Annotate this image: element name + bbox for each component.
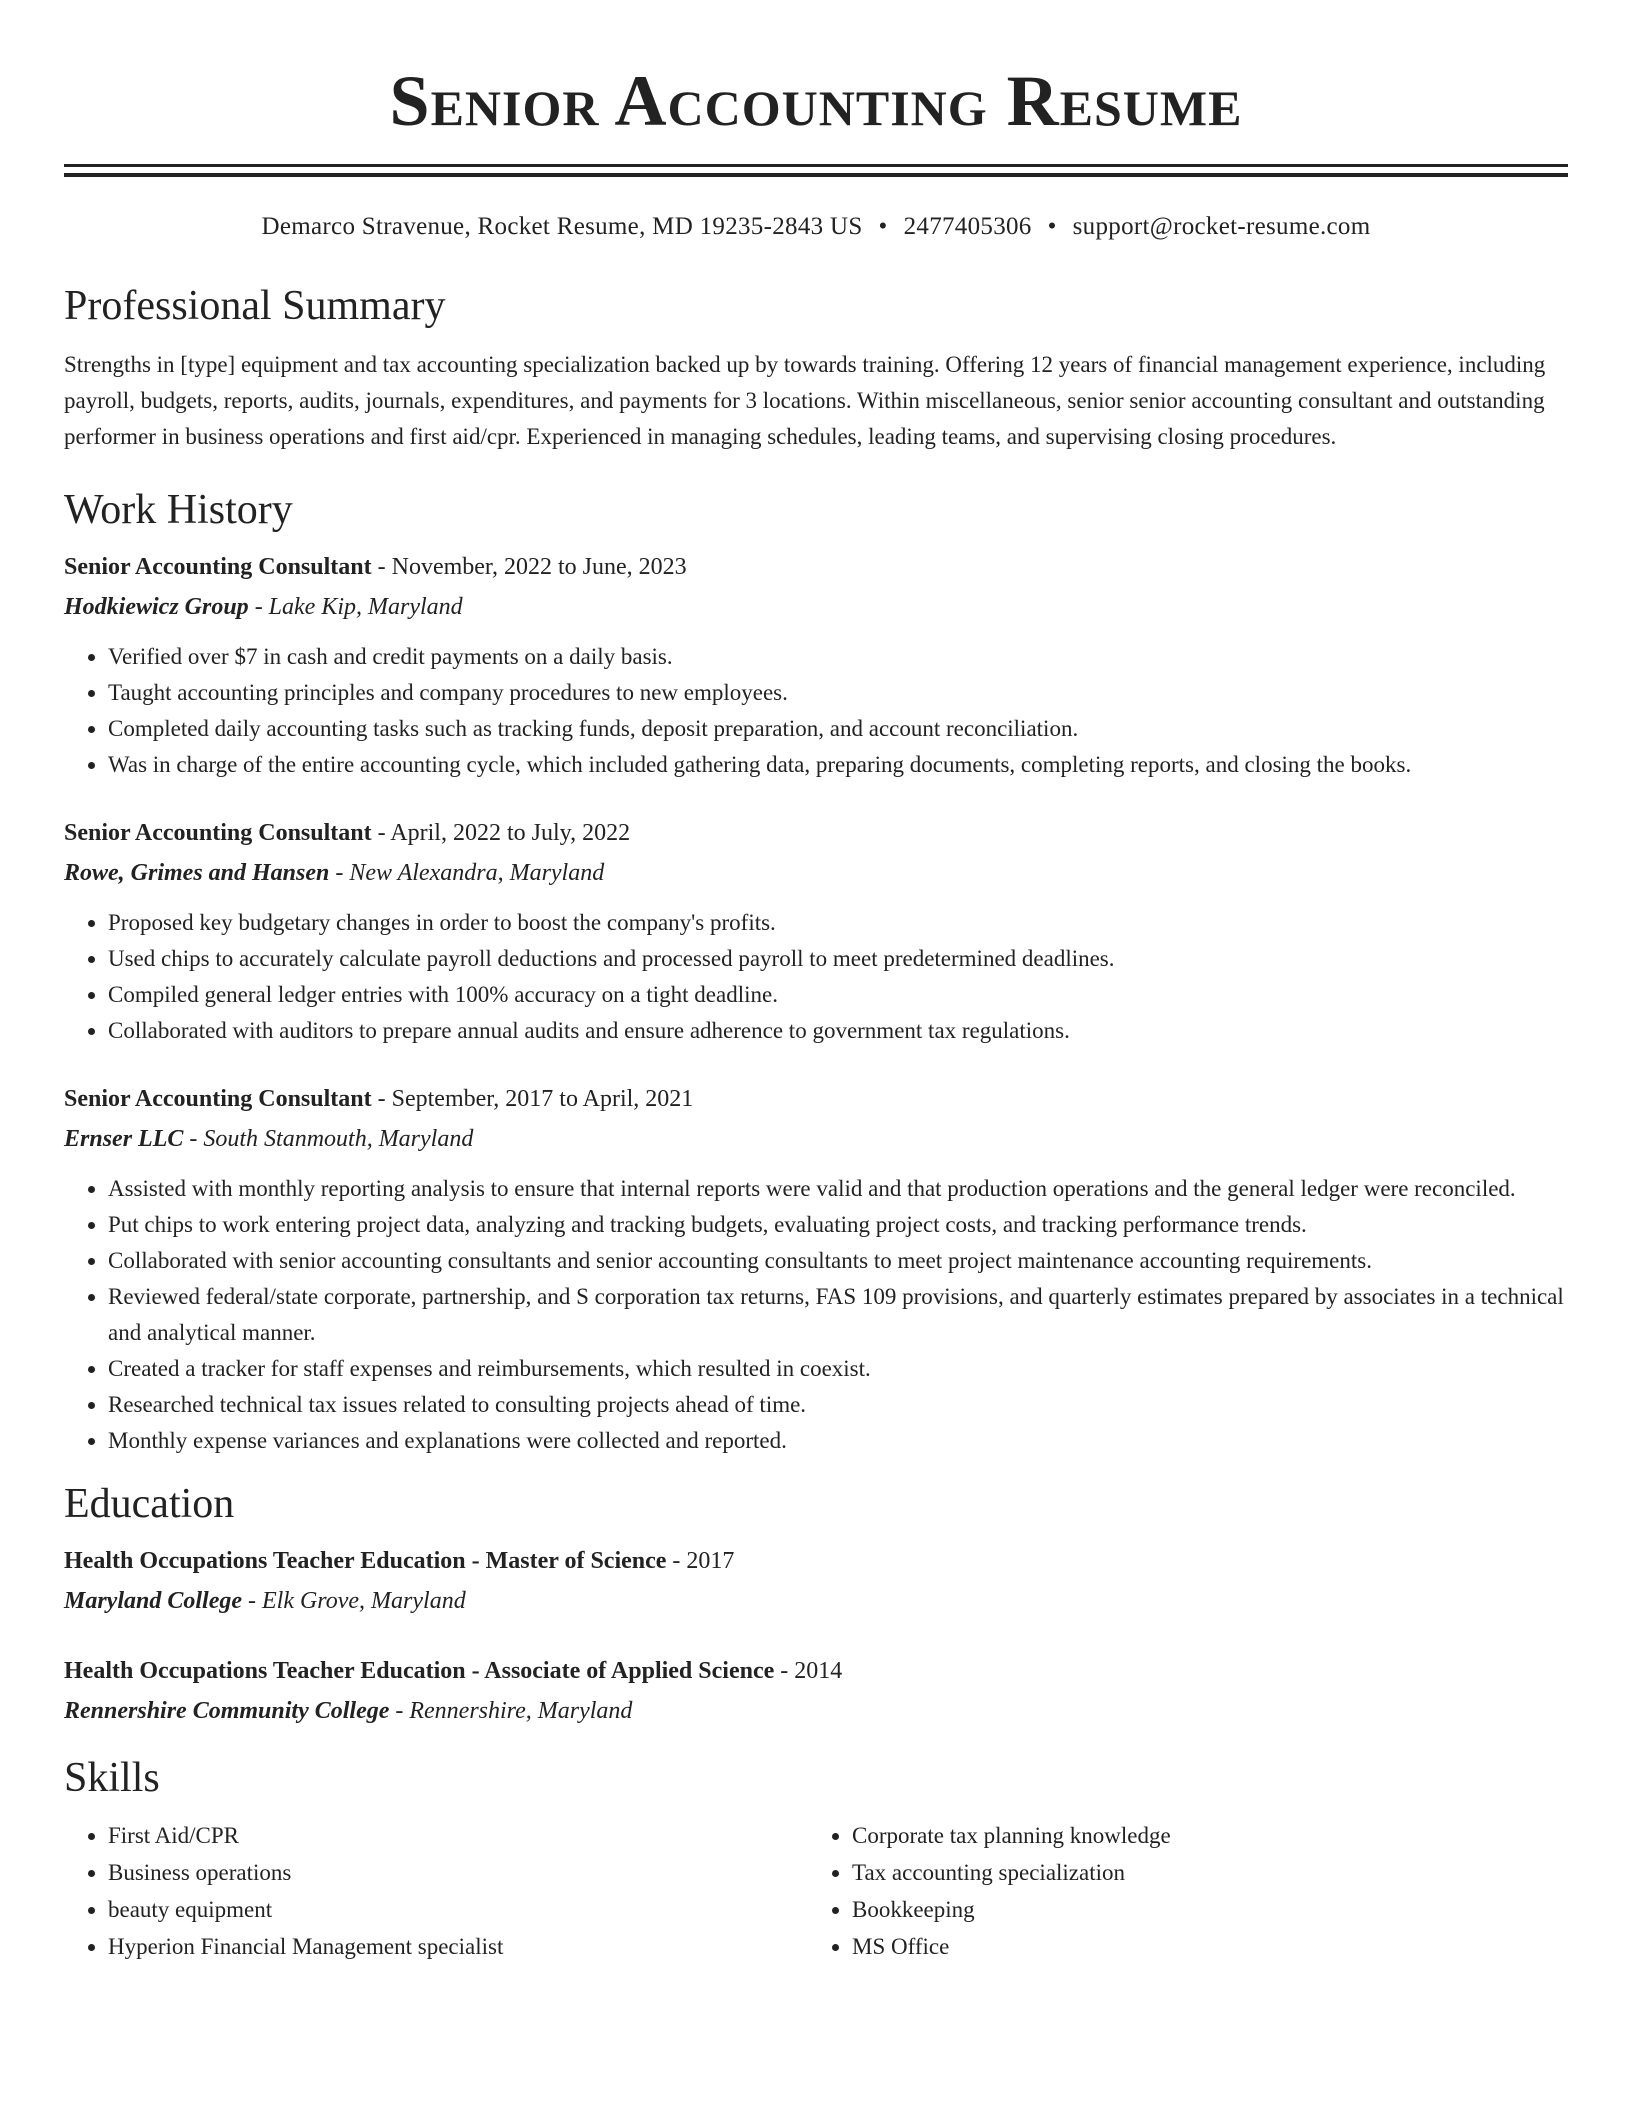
education-school: Rennershire Community College [64,1698,390,1724]
job-company-line [64,587,1568,627]
education-degree-line [64,1541,1568,1581]
job-title: Senior Accounting Consultant [64,1086,372,1112]
list-item: • Created a tracker for staff expenses and reimbursements, which resulted in coexist. [108,1351,1568,1387]
job-location: - Lake Kip, Maryland [254,594,463,620]
job-title-line [64,547,1568,587]
job-bullets [64,1171,1568,1459]
skill-item: • Bookkeeping [852,1891,1552,1928]
skill-item: • Hyperion Financial Management specialist [108,1928,808,1965]
list-item: • Was in charge of the entire accounting cycle, which included gathering data, preparing documents, completing reports, and closing the books. [108,747,1568,783]
job-bullets [64,905,1568,1049]
skills-column-right [808,1817,1552,1965]
list-item: • Monthly expense variances and explanations were collected and reported. [108,1423,1568,1459]
job-entry [64,1079,1568,1459]
summary-text: Strengths in [type] equipment and tax accounting specialization backed up by towards training. Offering 12 years of financial management experience, including payroll, budgets, reports, audits, journals, expenditures, and payments for 3 locations. Within miscellaneous, senior senior accounting consultant and outstanding performer in business operations and first aid/cpr. Experienced in managing schedules, leading teams, and supervising closing procedures. [64,352,1546,449]
header-rule-top [64,164,1568,167]
job-bullets [64,639,1568,783]
skill-item: • beauty equipment [108,1891,808,1928]
skill-item: • First Aid/CPR [108,1817,808,1854]
list-item: • Verified over $7 in cash and credit payments on a daily basis. [108,639,1568,675]
list-item: • Assisted with monthly reporting analysis to ensure that internal reports were valid and that production operations and the general ledger were reconciled. [108,1171,1568,1207]
list-item: • Reviewed federal/state corporate, partnership, and S corporation tax returns, FAS 109 provisions, and quarterly estimates prepared by associates in a technical and analytical manner. [108,1279,1568,1351]
skills-heading: Skills [64,1755,160,1801]
education-school: Maryland College [64,1588,242,1614]
education-entry [64,1651,1568,1731]
job-dates: - November, 2022 to June, 2023 [377,554,687,580]
list-item: • Completed daily accounting tasks such as tracking funds, deposit preparation, and account reconciliation. [108,711,1568,747]
job-title-line [64,1079,1568,1119]
job-location: - New Alexandra, Maryland [335,860,605,886]
skill-item: • MS Office [852,1928,1552,1965]
education-school-line [64,1581,1568,1621]
education-heading: Education [64,1481,235,1527]
page-title: Senior Accounting Resume [389,61,1243,141]
education-degree: Health Occupations Teacher Education - Master of Science [64,1548,667,1574]
list-item: • Compiled general ledger entries with 100% accuracy on a tight deadline. [108,977,1568,1013]
contact-email: support@rocket-resume.com [1072,213,1371,240]
job-dates: - April, 2022 to July, 2022 [377,820,631,846]
contact-phone: 2477405306 [903,213,1032,240]
job-company: Hodkiewicz Group [64,594,249,620]
list-item: • Put chips to work entering project data, analyzing and tracking budgets, evaluating project costs, and tracking performance trends. [108,1207,1568,1243]
job-company: Ernser LLC [64,1126,184,1152]
job-title: Senior Accounting Consultant [64,820,372,846]
skill-item: • Tax accounting specialization [852,1854,1552,1891]
job-company: Rowe, Grimes and Hansen [64,860,330,886]
list-item: • Taught accounting principles and company procedures to new employees. [108,675,1568,711]
list-item: • Used chips to accurately calculate payroll deductions and processed payroll to meet predetermined deadlines. [108,941,1568,977]
education-location: - Rennershire, Maryland [395,1698,633,1724]
job-dates: - September, 2017 to April, 2021 [377,1086,694,1112]
job-company-line [64,853,1568,893]
job-entry [64,813,1568,1049]
list-item: • Collaborated with senior accounting consultants and senior accounting consultants to meet project maintenance accounting requirements. [108,1243,1568,1279]
job-title: Senior Accounting Consultant [64,554,372,580]
job-title-line [64,813,1568,853]
skills-column-left [64,1817,808,1965]
skill-item: • Corporate tax planning knowledge [852,1817,1552,1854]
education-year: - 2017 [672,1548,735,1574]
contact-separator: • [1047,213,1057,240]
job-entry [64,547,1568,783]
education-entry [64,1541,1568,1621]
education-school-line [64,1691,1568,1731]
contact-address: Demarco Stravenue, Rocket Resume, MD 19235-2843 US [261,213,863,240]
header-rule-bottom [64,173,1568,177]
work-history-heading: Work History [64,487,293,533]
skill-item: • Business operations [108,1854,808,1891]
contact-separator: • [878,213,888,240]
summary-heading: Professional Summary [64,283,446,329]
job-location: - South Stanmouth, Maryland [189,1126,474,1152]
education-location: - Elk Grove, Maryland [248,1588,466,1614]
job-company-line [64,1119,1568,1159]
education-degree: Health Occupations Teacher Education - Associate of Applied Science [64,1658,775,1684]
list-item: • Collaborated with auditors to prepare annual audits and ensure adherence to government tax regulations. [108,1013,1568,1049]
education-degree-line [64,1651,1568,1691]
list-item: • Proposed key budgetary changes in order to boost the company's profits. [108,905,1568,941]
contact-line [64,211,1568,243]
education-year: - 2014 [780,1658,843,1684]
list-item: • Researched technical tax issues related to consulting projects ahead of time. [108,1387,1568,1423]
skills-list [64,1817,1568,1965]
